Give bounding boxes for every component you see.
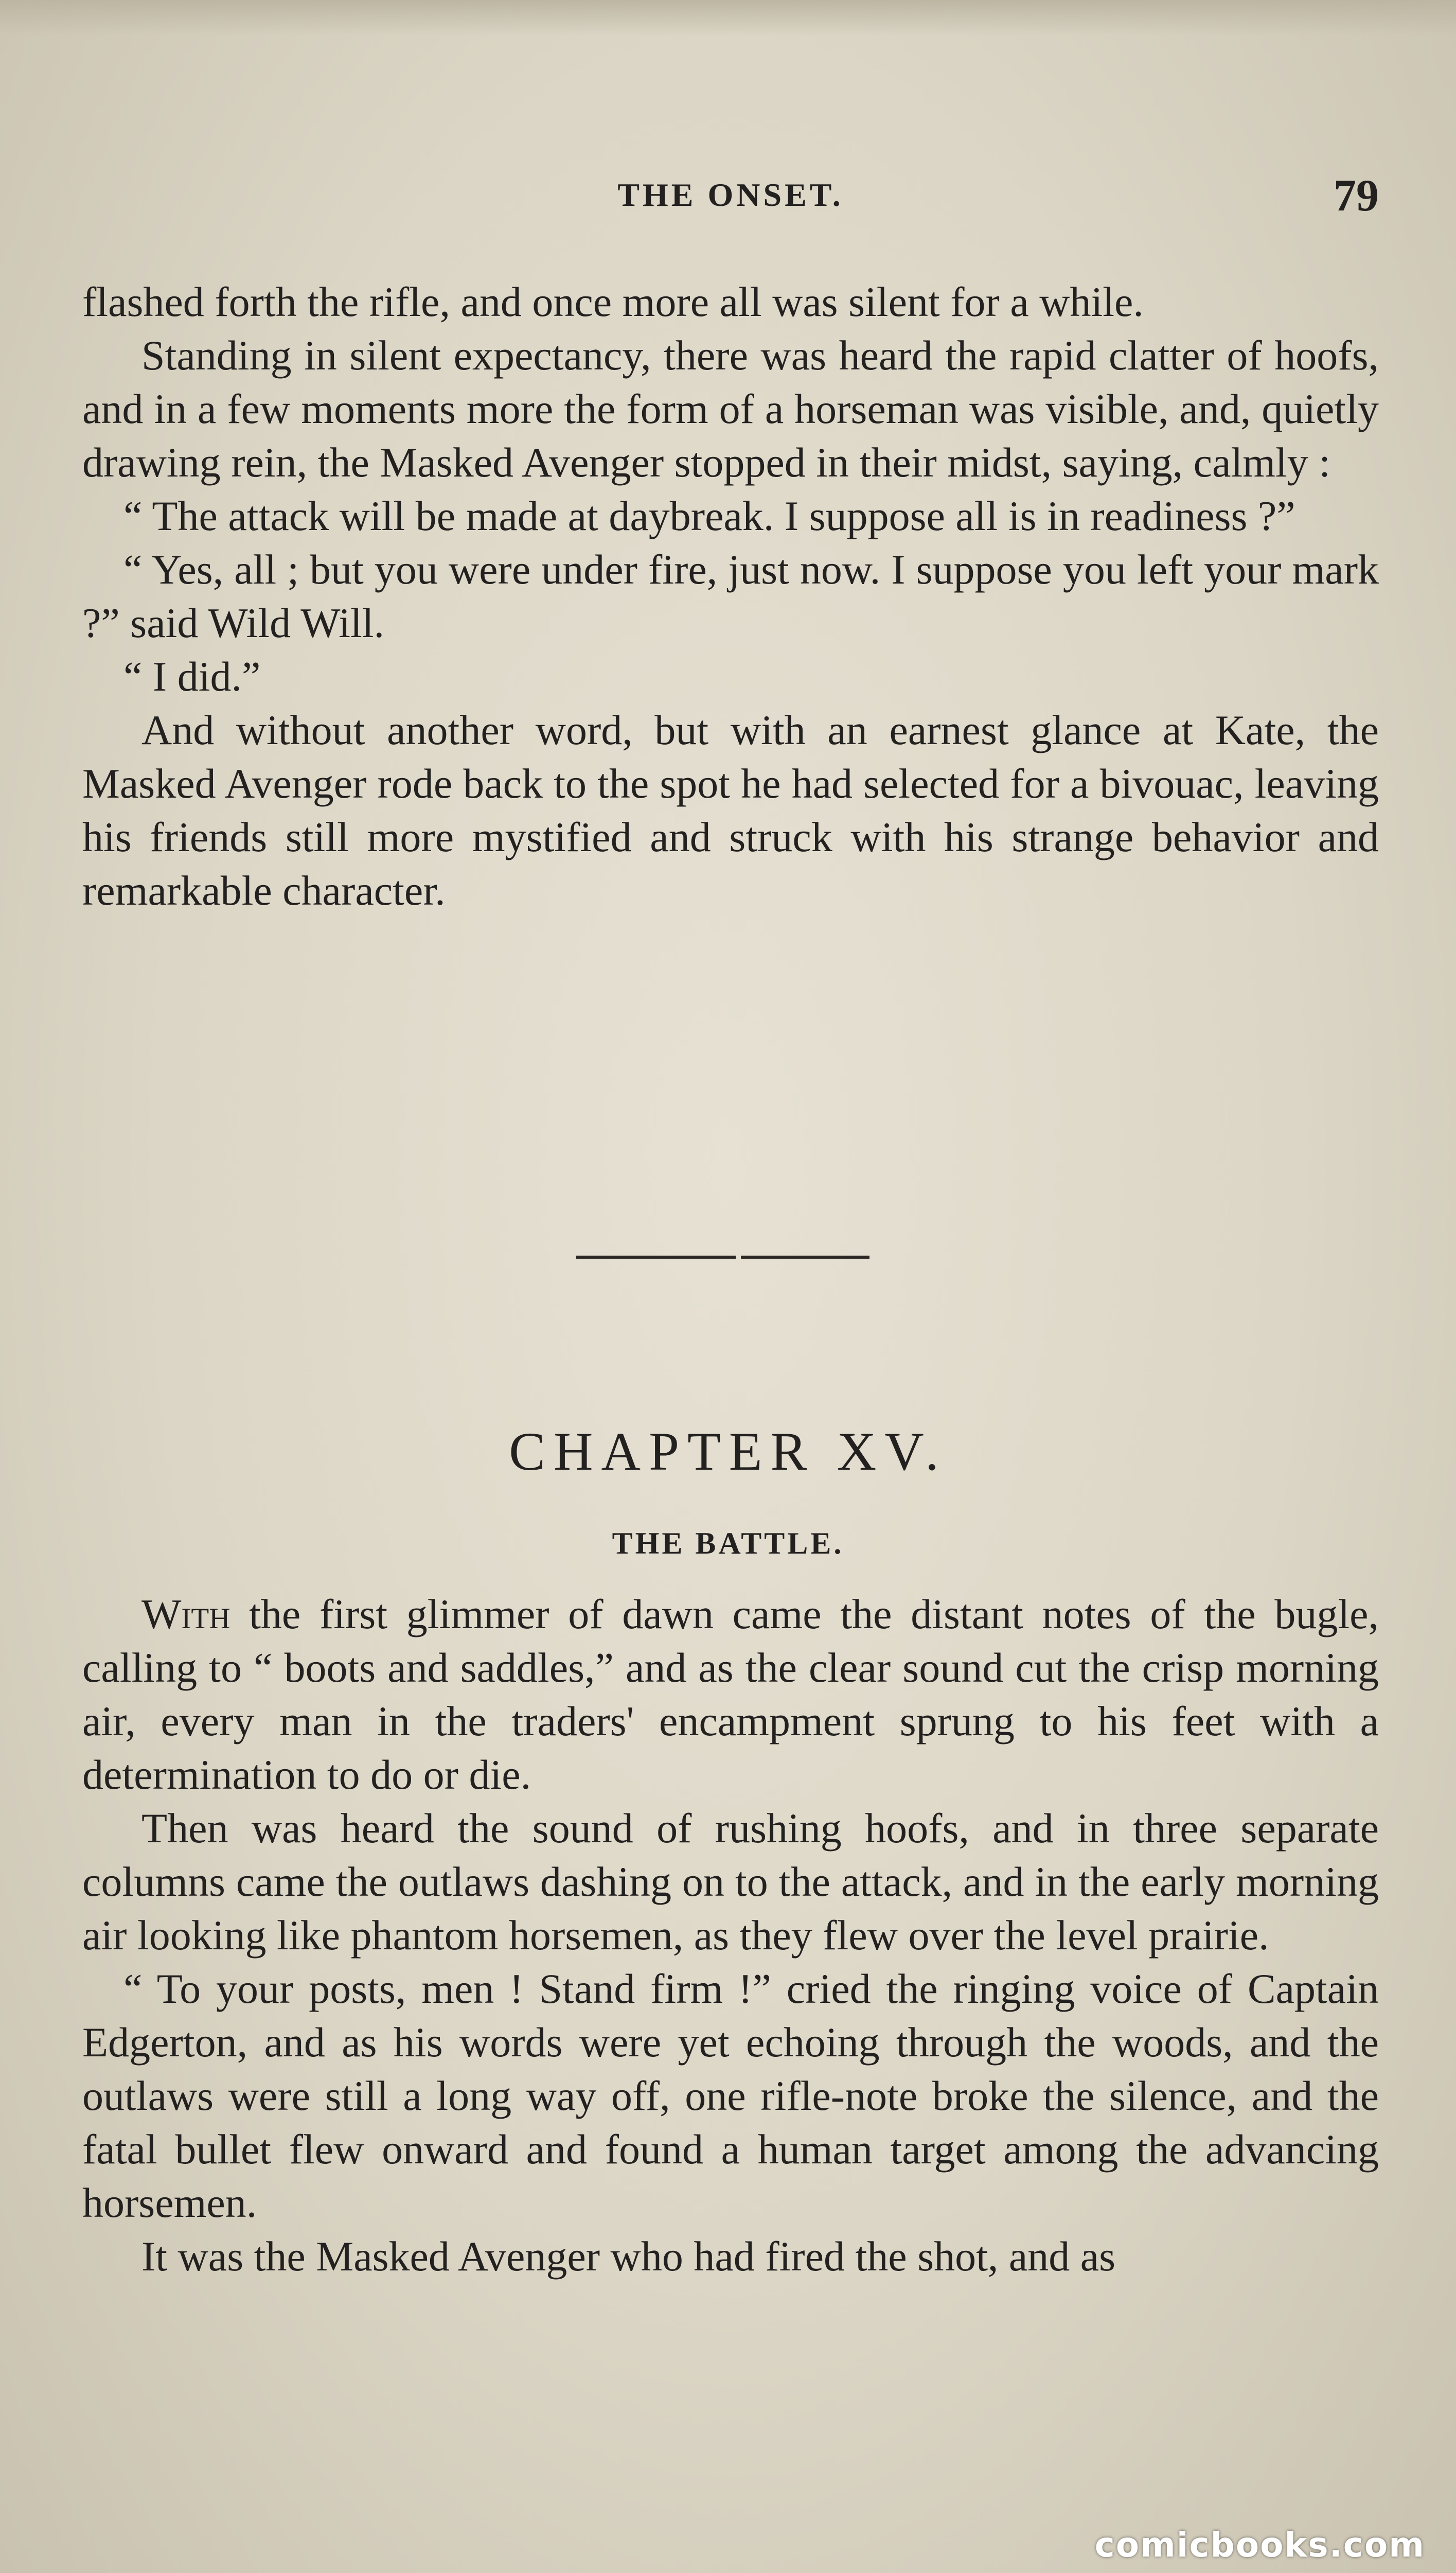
paragraph: Standing in silent expectancy, there was heard the rapid clatter of hoofs, and in a few moments more the form of a horseman was visible, and, quietly drawing rein, the Masked Avenger stopped in their midst, saying, calmly : bbox=[82, 332, 1379, 486]
running-head: THE ONSET. bbox=[617, 177, 844, 213]
paragraph: “ Yes, all ; but you were under fire, just now. I suppose you left your mark ?” said Wild Will. bbox=[82, 546, 1379, 646]
section-divider-left bbox=[576, 1256, 736, 1259]
paragraph bbox=[82, 1588, 1379, 1802]
section-two-text bbox=[82, 1588, 1379, 2283]
opening-paragraph-text: the first glimmer of dawn came the distant notes of the bugle, calling to “ boots and saddles,” and as the clear sound cut the crisp morning air, every man in the traders' encampment sprung to his feet with a determination to do or die. bbox=[82, 1591, 1379, 1798]
paragraph: It was the Masked Avenger who had fired the shot, and as bbox=[141, 2233, 1116, 2280]
paragraph: “ To your posts, men ! Stand firm !” cried the ringing voice of Captain Edgerton, and as his words were yet echoing through the woods, and the outlaws were still a long way off, one rifle-note broke the silence, and the fatal bullet flew onward and found a human target among the advancing horsemen. bbox=[82, 1965, 1379, 2226]
paragraph: Then was heard the sound of rushing hoofs, and in three separate columns came the outlaws dashing on to the attack, and in the early morning air looking like phantom horsemen, as they flew over the level prairie. bbox=[82, 1805, 1379, 1959]
page-top-edge bbox=[0, 0, 1456, 36]
chapter-title: CHAPTER XV. bbox=[509, 1421, 947, 1482]
page-header bbox=[82, 170, 1379, 226]
section-one-text bbox=[82, 275, 1379, 918]
paragraph: And without another word, but with an earnest glance at Kate, the Masked Avenger rode back to the spot he had selected for a bivouac, leaving his friends still more mystified and struck with his strange behavior and remarkable character. bbox=[82, 707, 1379, 914]
paragraph: flashed forth the rifle, and once more all was silent for a while. bbox=[82, 278, 1144, 325]
section-divider-right bbox=[741, 1256, 869, 1259]
page-number: 79 bbox=[1334, 171, 1379, 221]
opening-word: With bbox=[141, 1591, 230, 1637]
chapter-subtitle: THE BATTLE. bbox=[612, 1526, 844, 1560]
watermark: comicbooks.com bbox=[1094, 2525, 1425, 2565]
paragraph: “ The attack will be made at daybreak. I suppose all is in readiness ?” bbox=[123, 492, 1295, 539]
paragraph: “ I did.” bbox=[123, 653, 261, 700]
